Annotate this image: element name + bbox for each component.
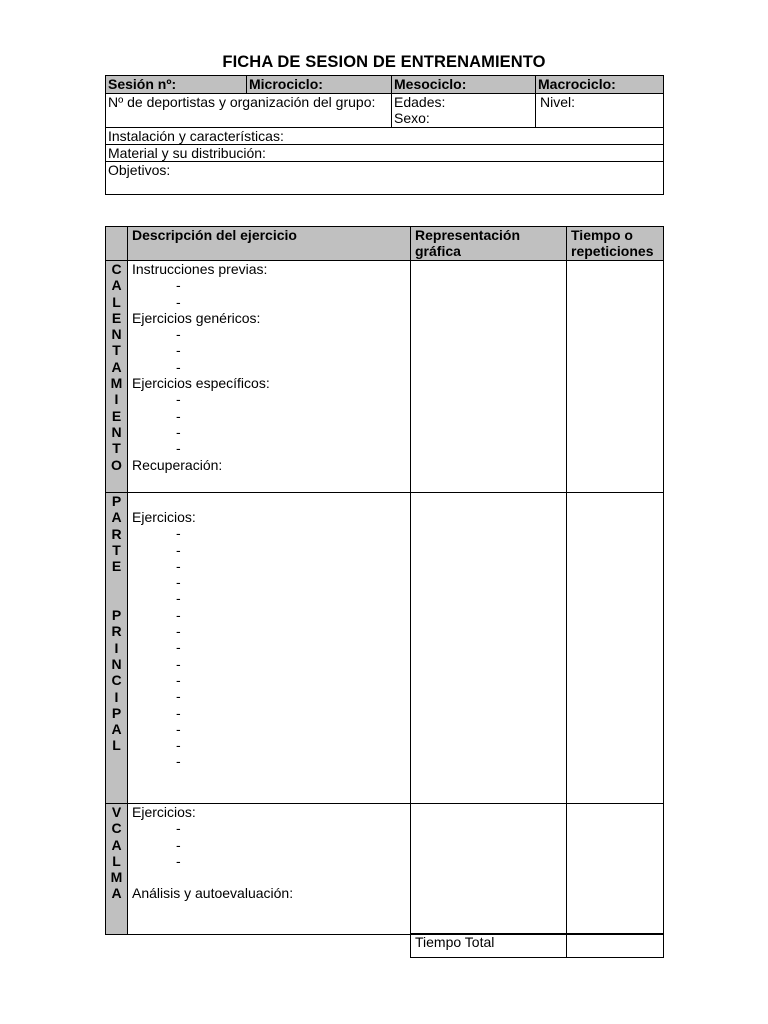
list-item: - xyxy=(176,277,181,294)
session-header-table xyxy=(105,75,664,195)
warmup-graphic-cell[interactable] xyxy=(411,261,567,493)
side-letter: R xyxy=(111,623,122,640)
ages-label: Edades: xyxy=(394,94,446,110)
side-letter: R xyxy=(111,525,122,542)
list-item: - xyxy=(176,440,181,457)
col-header-time: Tiempo o repeticiones xyxy=(567,227,664,261)
list-item: - xyxy=(176,688,181,705)
side-letter: T xyxy=(112,440,121,457)
warmup-recovery-label: Recuperación: xyxy=(132,456,223,473)
total-time-value-cell[interactable] xyxy=(567,934,664,958)
side-letter: T xyxy=(112,541,121,558)
side-letter: A xyxy=(111,358,122,375)
list-item: - xyxy=(176,704,181,721)
side-letter: A xyxy=(111,721,122,738)
list-item: - xyxy=(176,326,181,343)
side-letter: N xyxy=(111,423,122,440)
athletes-organization-cell[interactable]: Nº de deportistas y organización del grupo: xyxy=(106,94,392,128)
warmup-description-cell[interactable] xyxy=(128,261,411,493)
sex-label: Sexo: xyxy=(394,110,430,127)
list-item: - xyxy=(176,623,181,640)
side-letter: A xyxy=(111,509,122,526)
main-part-graphic-cell[interactable] xyxy=(411,493,567,804)
objectives-cell[interactable]: Objetivos: xyxy=(106,162,664,195)
side-letter: A xyxy=(111,885,122,902)
side-letter: O xyxy=(111,456,122,473)
side-letter: E xyxy=(111,309,122,326)
level-label: Nivel: xyxy=(540,94,576,110)
list-item: - xyxy=(176,391,181,408)
side-letter: M xyxy=(110,375,123,392)
side-letter: I xyxy=(114,688,119,705)
total-time-table xyxy=(410,933,664,958)
list-item: - xyxy=(176,639,181,656)
total-time-label: Tiempo Total xyxy=(411,934,567,958)
list-item: - xyxy=(176,671,181,688)
level-cell[interactable] xyxy=(536,94,664,128)
list-item: - xyxy=(176,820,181,837)
cooldown-exercises-label: Ejercicios: xyxy=(132,804,196,820)
side-letter: N xyxy=(111,326,122,343)
page-title: FICHA DE SESION DE ENTRENAMIENTO xyxy=(222,53,546,71)
session-number-cell[interactable]: Sesión nº: xyxy=(106,76,247,94)
list-item: - xyxy=(176,720,181,737)
side-letter: L xyxy=(112,737,121,754)
side-letter: C xyxy=(111,672,122,689)
list-item: - xyxy=(176,557,181,574)
warmup-generic-label: Ejercicios genéricos: xyxy=(132,309,261,326)
facility-cell[interactable]: Instalación y características: xyxy=(106,127,664,144)
side-letter: P xyxy=(111,607,122,624)
side-letter xyxy=(106,591,127,607)
list-item: - xyxy=(176,525,181,542)
cooldown-description-cell[interactable] xyxy=(128,804,411,935)
exercise-table xyxy=(105,226,664,935)
side-letter: T xyxy=(112,342,121,359)
main-part-side-label xyxy=(106,493,128,804)
side-letter: A xyxy=(111,277,122,294)
microcycle-cell[interactable]: Microciclo: xyxy=(247,76,392,94)
side-letter: E xyxy=(111,558,122,575)
side-letter: I xyxy=(114,639,119,656)
side-letter: C xyxy=(111,261,122,277)
list-item: - xyxy=(176,590,181,607)
side-letter: I xyxy=(114,391,119,408)
side-letter: C xyxy=(111,820,122,837)
list-item: - xyxy=(176,407,181,424)
list-item: - xyxy=(176,836,181,853)
list-item: - xyxy=(176,737,181,754)
list-item: - xyxy=(176,655,181,672)
list-item: - xyxy=(176,753,181,770)
col-header-description: Descripción del ejercicio xyxy=(128,227,411,261)
warmup-previous-label: Instrucciones previas: xyxy=(132,261,268,277)
material-cell[interactable]: Material y su distribución: xyxy=(106,144,664,161)
side-letter: L xyxy=(112,852,121,869)
side-letter: M xyxy=(110,869,123,886)
macrocycle-cell[interactable]: Macrociclo: xyxy=(536,76,664,94)
warmup-side-label xyxy=(106,261,128,493)
mesocycle-cell[interactable]: Mesociclo: xyxy=(392,76,536,94)
list-item: - xyxy=(176,606,181,623)
cooldown-graphic-cell[interactable] xyxy=(411,804,567,935)
list-item: - xyxy=(176,423,181,440)
ages-sex-cell[interactable] xyxy=(392,94,536,128)
side-letter: N xyxy=(111,655,122,672)
col-header-graphic: Representación gráfica xyxy=(411,227,567,261)
side-letter xyxy=(106,574,127,590)
list-item: - xyxy=(176,358,181,375)
side-letter: P xyxy=(111,493,122,509)
main-part-description-cell[interactable] xyxy=(128,493,411,804)
list-item: - xyxy=(176,342,181,359)
side-letter: P xyxy=(111,704,122,721)
cooldown-analysis-label: Análisis y autoevaluación: xyxy=(132,885,294,902)
side-letter: A xyxy=(111,836,122,853)
cooldown-side-label xyxy=(106,804,128,935)
side-letter: V xyxy=(111,804,122,820)
corner-cell xyxy=(106,227,128,261)
list-item: - xyxy=(176,574,181,591)
list-item: - xyxy=(176,852,181,869)
warmup-specific-label: Ejercicios específicos: xyxy=(132,375,270,392)
list-item: - xyxy=(176,293,181,310)
main-part-exercises-label: Ejercicios: xyxy=(132,509,196,525)
warmup-time-cell[interactable] xyxy=(567,261,664,493)
side-letter: L xyxy=(112,293,121,310)
cooldown-time-cell[interactable] xyxy=(567,804,664,935)
side-letter: E xyxy=(111,407,122,424)
main-part-time-cell[interactable] xyxy=(567,493,664,804)
list-item: - xyxy=(176,541,181,558)
